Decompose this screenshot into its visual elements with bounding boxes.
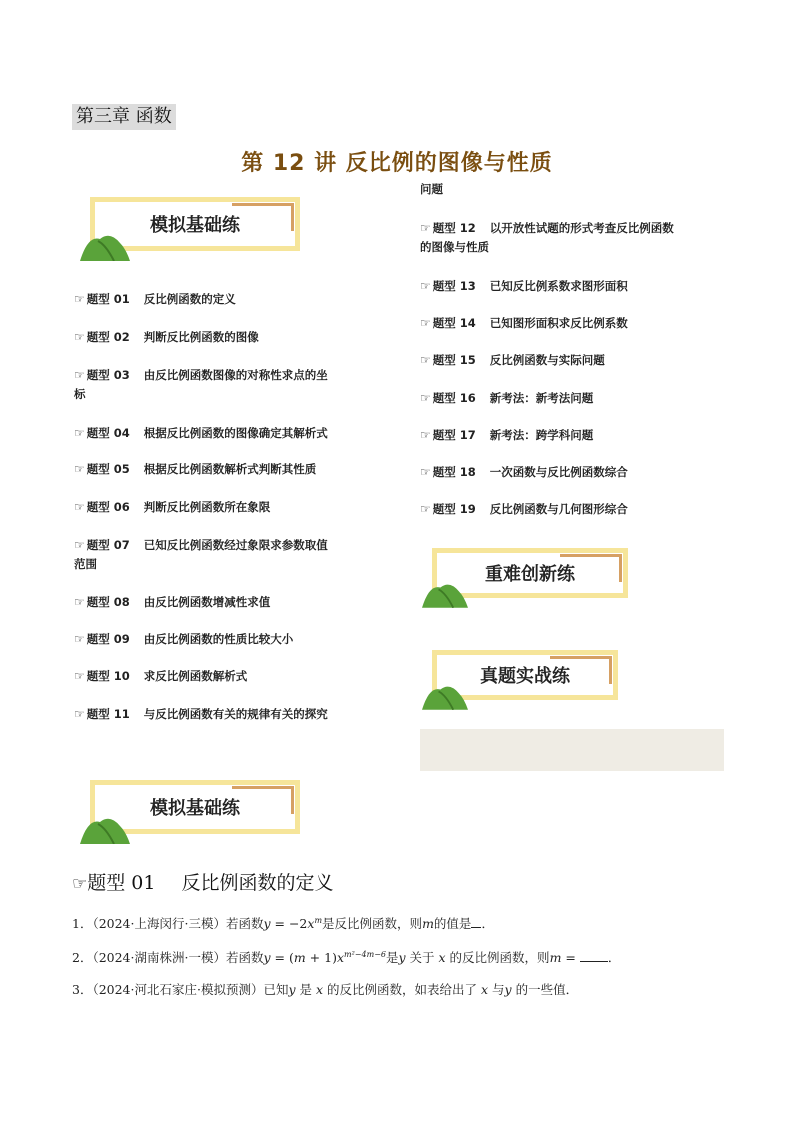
pointing-hand-icon: ☞ [420,316,431,330]
toc-item[interactable]: ☞ 题型 10 求反比例函数解析式 [74,669,248,683]
pointing-hand-icon: ☞ [74,368,85,382]
toc-item[interactable]: ☞ 题型 07 已知反比例函数经过象限求参数取值 范围 [74,538,328,571]
pointing-hand-icon: ☞ [74,595,85,609]
pointing-hand-icon: ☞ [420,221,431,235]
toc-item[interactable]: ☞ 题型 11 与反比例函数有关的规律有关的探究 [74,707,328,721]
toc-item[interactable]: ☞ 题型 02 判断反比例函数的图像 [74,330,259,344]
banner-title: 模拟基础练 [150,798,240,819]
banner-innovation [422,548,628,608]
toc-item[interactable]: ☞ 题型 03 由反比例函数图像的对称性求点的坐 标 [74,368,328,401]
toc-item[interactable]: ☞ 题型 14 已知图形面积求反比例系数 [420,316,628,330]
pointing-hand-icon: ☞ [74,292,85,306]
hill-icon [80,814,130,844]
question-3: 3．（2024·河北石家庄·模拟预测）已知y 是 x 的反比例函数，如表给出了 x 与y 的一些值． [72,982,579,997]
toc-item[interactable]: ☞ 题型 16 新考法：新考法问题 [420,391,594,405]
banner-title: 真题实战练 [480,666,570,687]
pointing-hand-icon: ☞ [74,538,85,552]
pointing-hand-icon: ☞ [74,669,85,683]
hill-icon [422,580,468,608]
toc-item-continued: 问题 [420,182,443,196]
toc-item[interactable]: ☞ 题型 19 反比例函数与几何图形综合 [420,502,628,516]
toc-item[interactable]: ☞ 题型 17 新考法：跨学科问题 [420,428,594,442]
banner-basic-section [80,780,300,844]
pointing-hand-icon: ☞ [420,428,431,442]
pointing-hand-icon: ☞ [74,500,85,514]
question-2: 2．（2024·湖南株洲·一模）若函数$y = (m + 1)x^{m^2-4m-6}$是y 关于 x 的反比例函数，则m = ． [72,949,621,965]
toc-item[interactable]: ☞ 题型 15 反比例函数与实际问题 [420,353,605,367]
section-heading [72,868,333,895]
banner-real [422,650,618,710]
banner-title: 重难创新练 [485,564,575,585]
toc-item[interactable]: ☞ 题型 13 已知反比例系数求图形面积 [420,279,628,293]
pointing-hand-icon: ☞ [74,426,85,440]
pointing-hand-icon: ☞ [74,462,85,476]
answer-blank[interactable] [471,927,481,928]
section-title: 反比例函数的定义 [181,872,334,894]
toc-item[interactable]: ☞ 题型 09 由反比例函数的性质比较大小 [74,632,294,646]
toc-item[interactable]: ☞ 题型 05 根据反比例函数解析式判断其性质 [74,462,317,476]
toc-item[interactable]: ☞ 题型 01 反比例函数的定义 [74,292,236,306]
pointing-hand-icon: ☞ [420,502,431,516]
toc-item[interactable]: ☞ 题型 12 以开放性试题的形式考查反比例函数 的图像与性质 [420,221,674,254]
toc-item[interactable]: ☞ 题型 06 判断反比例函数所在象限 [74,500,271,514]
pointing-hand-icon: ☞ [420,465,431,479]
lecture-title: 第 12 讲 反比例的图像与性质 [241,151,553,176]
banner-title: 模拟基础练 [150,215,240,236]
pointing-hand-icon: ☞ [420,353,431,367]
chapter-label: 第三章 函数 [72,104,176,130]
banner-basic [80,197,300,261]
hill-icon [422,682,468,710]
pointing-hand-icon: ☞ [74,707,85,721]
pointing-hand-icon: ☞ [74,632,85,646]
hill-icon [80,231,130,261]
pointing-hand-icon: ☞ [72,874,88,894]
shaded-box [420,729,724,771]
section-number: 题型 01 [87,872,156,894]
pointing-hand-icon: ☞ [420,391,431,405]
toc-item[interactable]: ☞ 题型 04 根据反比例函数的图像确定其解析式 [74,426,328,440]
pointing-hand-icon: ☞ [74,330,85,344]
toc-item[interactable]: ☞ 题型 08 由反比例函数增减性求值 [74,595,271,609]
answer-blank[interactable] [580,961,608,962]
pointing-hand-icon: ☞ [420,279,431,293]
toc-item[interactable]: ☞ 题型 18 一次函数与反比例函数综合 [420,465,628,479]
question-1: 1．（2024·上海闵行·三模）若函数$y = -2x^m$是反比例函数，则m的值是 ． [72,915,494,931]
